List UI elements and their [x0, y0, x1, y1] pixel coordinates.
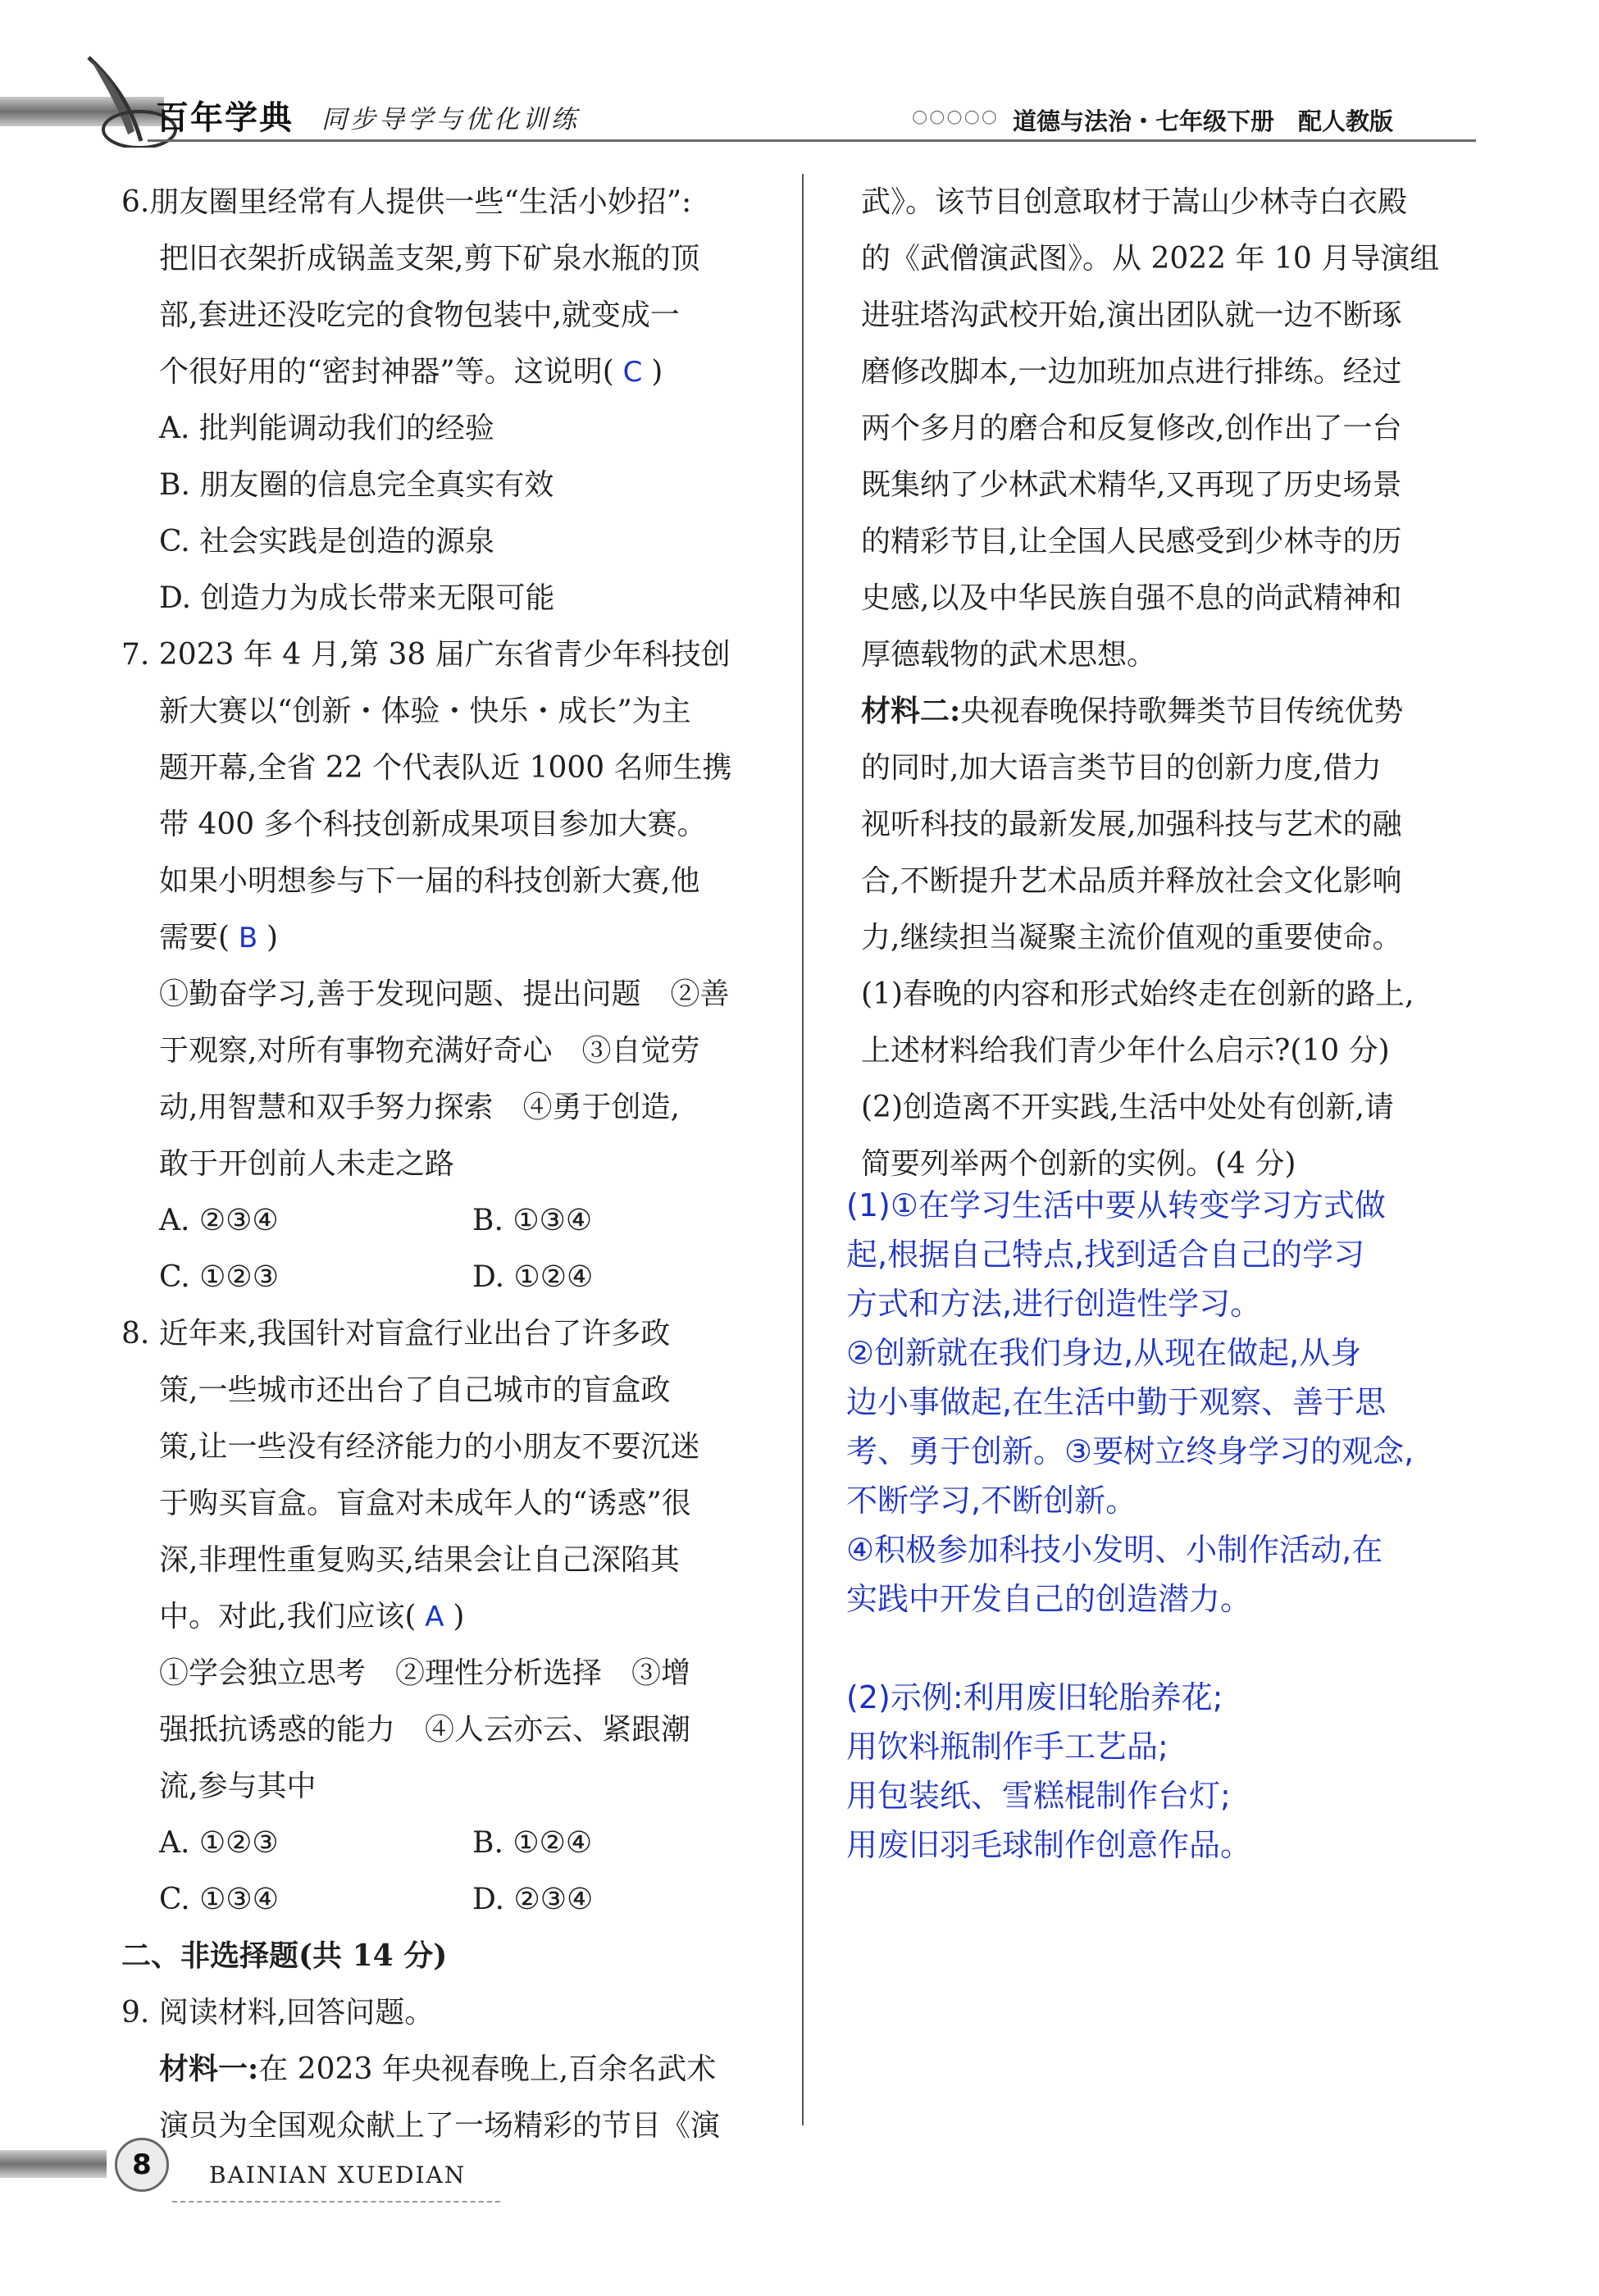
option: C. ①③④ — [159, 1883, 279, 1916]
text-span: C. 社会实践是创造的源泉 — [159, 525, 495, 558]
option: B. ①②④ — [472, 1826, 593, 1860]
handwritten-answer-part2 — [846, 1673, 1494, 1870]
text-line — [121, 174, 786, 230]
text-line — [121, 626, 786, 683]
text-line — [861, 853, 1492, 909]
footer-gradient-bar — [0, 2150, 107, 2178]
subject-label: 道德与法治・七年级下册 配人教版 — [1013, 107, 1394, 135]
text-span: 的《武僧演武图》。从 2022 年 10 月导演组 — [861, 242, 1440, 276]
answer-line: 用包装纸、雪糕棍制作台灯; — [846, 1778, 1231, 1814]
text-line — [121, 740, 786, 796]
answer-line: 不断学习,不断创新。 — [846, 1483, 1137, 1519]
text-span: 部,套进还没吃完的食物包装中,就变成一 — [159, 298, 680, 332]
text-span: ) — [453, 1600, 465, 1633]
text-line — [121, 457, 786, 513]
text-span: 演员为全国观众献上了一场精彩的节目《演 — [159, 2109, 721, 2143]
text-line — [121, 1645, 786, 1702]
brand-subtitle: 同步导学与优化训练 — [321, 105, 580, 134]
text-line — [861, 174, 1492, 230]
option: D. ①②④ — [472, 1260, 594, 1294]
option: A. ②③④ — [159, 1204, 279, 1237]
answer-line: (1)①在学习生活中要从转变学习方式做 — [846, 1187, 1386, 1223]
text-line — [861, 570, 1492, 626]
text-line — [121, 1362, 786, 1419]
text-span: 带 400 多个科技创新成果项目参加大赛。 — [159, 808, 707, 841]
text-span: 于购买盲盒。盲盒对未成年人的“诱惑”很 — [159, 1487, 691, 1520]
answer-line: 实践中开发自己的创造潜力。 — [846, 1581, 1252, 1617]
text-span: 9. 阅读材料,回答问题。 — [121, 1996, 435, 2029]
text-line — [121, 230, 786, 287]
text-span: 流,参与其中 — [159, 1770, 317, 1803]
text-span: (1)春晚的内容和形式始终走在创新的路上, — [861, 977, 1414, 1011]
text-span: 武》。该节目创意取材于嵩山少林寺白衣殿 — [861, 185, 1408, 219]
text-line — [121, 570, 786, 626]
option: C. ①②③ — [159, 1260, 279, 1294]
text-line — [861, 1079, 1492, 1136]
text-line — [121, 1419, 786, 1475]
text-line — [861, 683, 1492, 740]
material-label: 材料二: — [861, 694, 961, 728]
text-span: 二、非选择题(共 14 分) — [121, 1938, 448, 1973]
text-line — [861, 909, 1492, 966]
answer-line: 用废旧羽毛球制作创意作品。 — [846, 1827, 1252, 1863]
text-line — [121, 287, 786, 344]
column-divider — [802, 174, 804, 2125]
option-row — [121, 1815, 786, 1871]
text-span: 既集纳了少林武术精华,又再现了历史场景 — [861, 468, 1402, 502]
text-span: 史感,以及中华民族自强不息的尚武精神和 — [861, 581, 1402, 615]
header-dots: ○○○○○ — [912, 107, 999, 127]
option: D. ②③④ — [472, 1883, 594, 1916]
text-line — [121, 1079, 786, 1136]
text-span: ) — [651, 355, 663, 389]
text-span: 需要( — [159, 921, 230, 954]
answer-line: ②创新就在我们身边,从现在做起,从身 — [846, 1335, 1362, 1371]
text-line — [121, 2041, 786, 2098]
text-span: ①勤奋学习,善于发现问题、提出问题 ②善 — [159, 977, 730, 1011]
text-line — [861, 457, 1492, 513]
text-span: ①学会独立思考 ②理性分析选择 ③增 — [159, 1656, 691, 1690]
text-line — [861, 230, 1492, 287]
handwritten-answer-part1 — [846, 1181, 1494, 1624]
header-rule — [148, 139, 1476, 142]
text-span: 策,让一些没有经济能力的小朋友不要沉迷 — [159, 1430, 700, 1464]
text-line — [121, 1136, 786, 1192]
right-column — [861, 174, 1492, 1192]
text-span: 策,一些城市还出台了自己城市的盲盒政 — [159, 1374, 671, 1407]
option: A. ①②③ — [159, 1826, 279, 1860]
text-line — [121, 966, 786, 1023]
text-line — [121, 1475, 786, 1532]
option: B. ①③④ — [472, 1204, 593, 1237]
text-span: 两个多月的磨合和反复修改,创作出了一台 — [861, 412, 1402, 445]
text-line — [861, 966, 1492, 1023]
page-header — [0, 0, 1599, 156]
footer-name: BAINIAN XUEDIAN — [209, 2162, 467, 2189]
text-line — [861, 1023, 1492, 1079]
answer-line: ④积极参加科技小发明、小制作活动,在 — [846, 1532, 1383, 1568]
text-span: (2)创造离不开实践,生活中处处有创新,请 — [861, 1091, 1394, 1124]
text-span: D. 创造力为成长带来无限可能 — [159, 581, 555, 615]
text-span: 强抵抗诱惑的能力 ④人云亦云、紧跟潮 — [159, 1713, 691, 1747]
text-span: 深,非理性重复购买,结果会让自己深陷其 — [159, 1543, 680, 1577]
text-line — [121, 909, 786, 966]
text-span: A. 批判能调动我们的经验 — [159, 412, 494, 445]
text-line — [121, 1532, 786, 1588]
text-line — [121, 1305, 786, 1362]
answer-line: 方式和方法,进行创造性学习。 — [846, 1286, 1262, 1322]
answer-mark: A — [416, 1601, 453, 1633]
text-span: 进驻塔沟武校开始,演出团队就一边不断琢 — [861, 298, 1402, 332]
text-line — [121, 1702, 786, 1758]
text-span: 上述材料给我们青少年什么启示?(10 分) — [861, 1034, 1390, 1068]
text-line — [121, 513, 786, 570]
text-span: 在 2023 年央视春晚上,百余名武术 — [258, 2052, 717, 2086]
text-line — [121, 1758, 786, 1815]
answer-line: (2)示例:利用废旧轮胎养花; — [846, 1679, 1223, 1715]
brand-title: 百年学典 — [156, 99, 294, 137]
text-line — [121, 796, 786, 853]
text-line — [861, 287, 1492, 344]
text-span: 央视春晚保持歌舞类节目传统优势 — [960, 695, 1404, 728]
text-line — [121, 1023, 786, 1079]
text-span: 敢于开创前人未走之路 — [159, 1147, 455, 1181]
text-line — [861, 513, 1492, 570]
text-line — [121, 683, 786, 740]
text-line — [121, 853, 786, 909]
text-line — [121, 1984, 786, 2041]
answer-line: 用饮料瓶制作手工艺品; — [846, 1729, 1168, 1765]
answer-mark: C — [613, 356, 652, 389]
option-row — [121, 1249, 786, 1305]
text-line — [861, 626, 1492, 683]
text-span: 8. 近年来,我国针对盲盒行业出台了许多政 — [121, 1317, 671, 1351]
footer-dashed-rule — [172, 2201, 500, 2203]
material-label: 材料一: — [159, 2052, 259, 2086]
text-span: 力,继续担当凝聚主流价值观的重要使命。 — [861, 921, 1402, 954]
option-row — [121, 1871, 786, 1928]
page-number: 8 — [115, 2138, 169, 2192]
answer-line: 边小事做起,在生活中勤于观察、善于思 — [846, 1384, 1387, 1420]
text-span: 合,不断提升艺术品质并释放社会文化影响 — [861, 864, 1402, 898]
text-line — [861, 344, 1492, 400]
option-row — [121, 1192, 786, 1249]
text-span: ) — [266, 921, 279, 954]
text-line — [121, 1928, 786, 1984]
left-column — [121, 174, 786, 2154]
text-span: 7. 2023 年 4 月,第 38 届广东省青少年科技创 — [121, 638, 731, 672]
text-span: 视听科技的最新发展,加强科技与艺术的融 — [861, 808, 1402, 841]
text-span: 的同时,加大语言类节目的创新力度,借力 — [861, 751, 1382, 785]
text-line — [121, 400, 786, 457]
answer-line: 考、勇于创新。③要树立终身学习的观念, — [846, 1433, 1414, 1469]
text-line — [861, 796, 1492, 853]
text-line — [121, 2098, 786, 2154]
text-span: B. 朋友圈的信息完全真实有效 — [159, 468, 554, 502]
text-span: 新大赛以“创新・体验・快乐・成长”为主 — [159, 695, 691, 728]
text-span: 如果小明想参与下一届的科技创新大赛,他 — [159, 864, 700, 898]
text-span: 中。对此,我们应该( — [159, 1600, 417, 1633]
text-span: 把旧衣架折成锅盖支架,剪下矿泉水瓶的顶 — [159, 242, 700, 276]
text-span: 厚德载物的武术思想。 — [861, 638, 1157, 672]
answer-mark: B — [230, 922, 266, 954]
answer-line: 起,根据自己特点,找到适合自己的学习 — [846, 1237, 1365, 1273]
text-line — [121, 344, 786, 400]
text-span: 题开幕,全省 22 个代表队近 1000 名师生携 — [159, 751, 732, 785]
text-line — [861, 400, 1492, 457]
text-line — [121, 1588, 786, 1645]
text-span: 于观察,对所有事物充满好奇心 ③自觉劳 — [159, 1034, 700, 1068]
text-span: 磨修改脚本,一边加班加点进行排练。经过 — [861, 355, 1402, 389]
text-span: 个很好用的“密封神器”等。这说明( — [159, 355, 614, 389]
text-span: 6.朋友圈里经常有人提供一些“生活小妙招”: — [121, 185, 692, 219]
text-span: 简要列举两个创新的实例。(4 分) — [861, 1147, 1296, 1181]
text-span: 的精彩节目,让全国人民感受到少林寺的历 — [861, 525, 1402, 558]
text-line — [861, 740, 1492, 796]
text-span: 动,用智慧和双手努力探索 ④勇于创造, — [159, 1091, 680, 1124]
